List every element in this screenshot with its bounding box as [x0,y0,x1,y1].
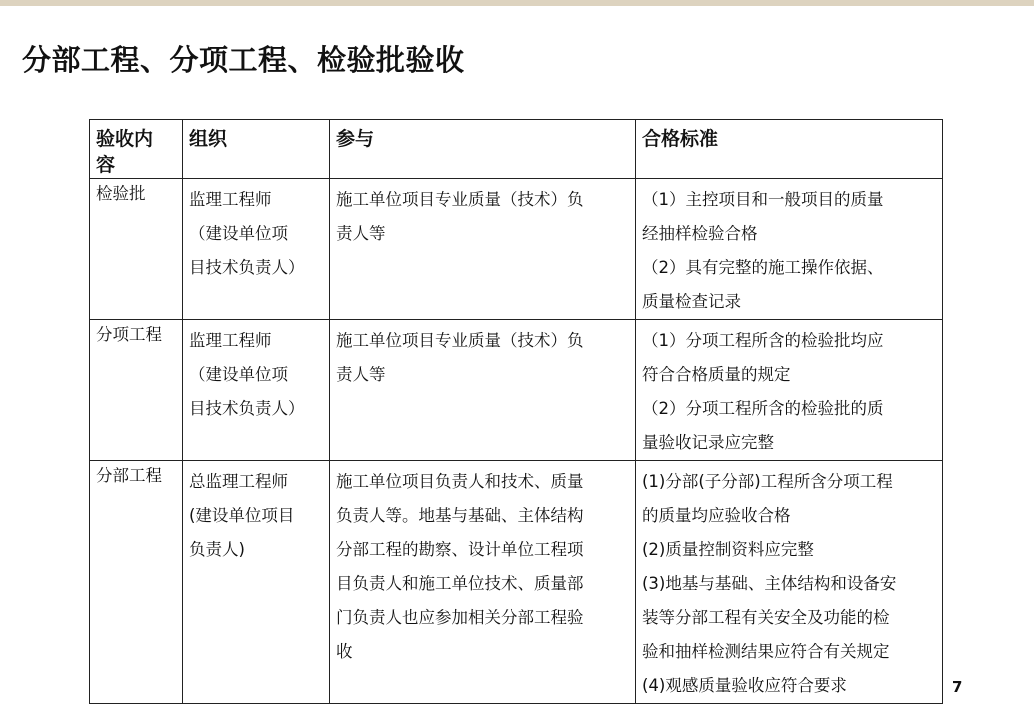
cell-line: 负责人) [189,540,245,559]
cell-organize [183,320,330,461]
cell-line: 质量检查记录 [642,292,741,311]
cell-participate [330,179,636,320]
cell-line: (3)地基与基础、主体结构和设备安 [642,574,897,593]
cell-line: 目负责人和施工单位技术、质量部 [336,574,584,593]
cell-participate [330,320,636,461]
cell-line: 施工单位项目专业质量（技术）负 [336,190,584,209]
cell-organize [183,179,330,320]
header-content [90,120,183,179]
cell-content: 分项工程 [90,320,183,461]
cell-line: 目技术负责人） [189,258,305,277]
header-standard: 合格标准 [636,120,943,179]
cell-line: (1)分部(子分部)工程所含分项工程 [642,472,893,491]
cell-line: 责人等 [336,224,386,243]
cell-line: （建设单位项 [189,365,288,384]
cell-line: （建设单位项 [189,224,288,243]
cell-content: 分部工程 [90,461,183,704]
cell-line: （1）分项工程所含的检验批均应 [642,331,884,350]
cell-line: 门负责人也应参加相关分部工程验 [336,608,584,627]
header-content-line2: 容 [96,154,116,176]
cell-line: （2）分项工程所含的检验批的质 [642,399,884,418]
table-header-row [90,120,943,179]
acceptance-table [89,119,943,704]
cell-line: 负责人等。地基与基础、主体结构 [336,506,584,525]
cell-line: 经抽样检验合格 [642,224,758,243]
page-title: 分部工程、分项工程、检验批验收 [22,43,465,77]
table-row [90,179,943,320]
cell-line: （1）主控项目和一般项目的质量 [642,190,884,209]
cell-content: 检验批 [90,179,183,320]
acceptance-table-container [89,119,943,704]
cell-participate [330,461,636,704]
table-row [90,320,943,461]
cell-line: (2)质量控制资料应完整 [642,540,814,559]
header-content-line1: 验收内 [96,128,154,150]
cell-line: (4)观感质量验收应符合要求 [642,676,847,695]
header-organize: 组织 [183,120,330,179]
cell-line: 监理工程师 [189,190,272,209]
table-row [90,461,943,704]
cell-line: 目技术负责人） [189,399,305,418]
cell-line: （2）具有完整的施工操作依据、 [642,258,884,277]
cell-line: 监理工程师 [189,331,272,350]
cell-line: 分部工程的勘察、设计单位工程项 [336,540,584,559]
cell-line: 收 [336,642,353,661]
cell-line: 的质量均应验收合格 [642,506,791,525]
cell-standard [636,179,943,320]
cell-line: (建设单位项目 [189,506,295,525]
cell-line: 验和抽样检测结果应符合有关规定 [642,642,890,661]
cell-standard [636,461,943,704]
header-participate: 参与 [330,120,636,179]
cell-line: 装等分部工程有关安全及功能的检 [642,608,890,627]
top-accent-bar [0,0,1034,6]
cell-line: 总监理工程师 [189,472,288,491]
cell-line: 符合合格质量的规定 [642,365,791,384]
cell-line: 施工单位项目负责人和技术、质量 [336,472,584,491]
cell-standard [636,320,943,461]
cell-line: 施工单位项目专业质量（技术）负 [336,331,584,350]
cell-line: 责人等 [336,365,386,384]
cell-organize [183,461,330,704]
cell-line: 量验收记录应完整 [642,433,774,452]
page-number: 7 [952,678,963,696]
